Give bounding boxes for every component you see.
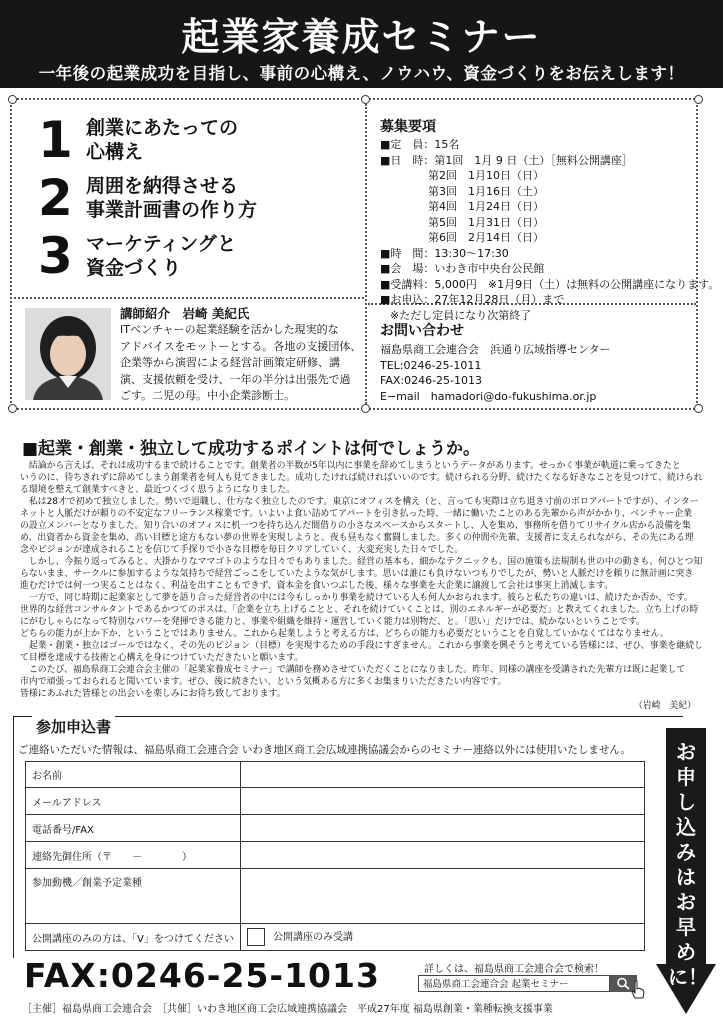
form-label: メールアドレス — [26, 788, 241, 815]
public-only-checkbox[interactable] — [247, 928, 265, 946]
point-line: 創業にあたっての — [86, 117, 239, 139]
recruit-capacity: ■定 員：15名 — [380, 138, 460, 151]
corner-hole-icon — [8, 95, 17, 104]
search-hint: 詳しくは、福島県商工会連合会で検索！ — [424, 964, 604, 975]
essay-line: 私は28才で初めて独立しました。勢いで退職し、仕方なく独立したのです。東京にオフィスを構え（と、言っても実際は立ち退き寸前のボロアパートですが）、インター — [20, 497, 699, 507]
essay-line: いうのに、待ちきれずに辞めてしまう創業者を何人も見てきました。成功したければ続ければいいのです。続けられる分野、続けたくなる好きなことを見つけて、続けられ — [20, 473, 703, 483]
bio-line: ITベンチャーの起業経験を活かした現実的な — [120, 323, 339, 336]
essay-body — [20, 460, 704, 712]
recruit-deadline: ■お申込：27年12月28日（月）まで — [380, 293, 565, 306]
lecturer-heading: 講師紹介 岩崎 美紀氏 — [120, 306, 250, 321]
public-only-cell — [241, 924, 645, 951]
fax-number: FAX:0246-25-1013 — [24, 956, 380, 995]
section-divider — [14, 297, 364, 299]
recruit-date: 第2回 1月10日（日） — [428, 169, 544, 182]
form-label: 参加動機／創業予定業種 — [26, 869, 241, 924]
form-row — [26, 842, 645, 869]
application-form — [25, 761, 645, 951]
point-text — [86, 116, 238, 164]
essay-line: て目標を達成する技術と心構えを身につけていただきたいと願います。 — [20, 653, 304, 663]
essay-line: 世界的な経営コンサルタントであるかつてのボスは、「企業を立ち上げることと、それを続けていくことは、別のエネルギーが必要だ」と教えてくれました。立ち上げの時 — [20, 605, 699, 615]
essay-line: どちらの能力が上か下か、ということではありません。これから起業しようと考える方は、どちらの能力も必要だということを自覚していかなくてはなりません。 — [20, 629, 669, 639]
point-text — [86, 232, 236, 280]
contact-details — [380, 342, 611, 404]
bio-line: ごす。二児の母。中小企業診断士。 — [120, 389, 296, 402]
point-number: 1 — [38, 111, 73, 169]
form-label: 連絡先御住所（〒 － ） — [26, 842, 241, 869]
public-only-label: 公開講座のみ受講 — [273, 932, 353, 943]
form-row — [26, 869, 645, 924]
essay-line: 一方で、同じ時期に起業家として夢を語り合った経営者の中には今もしっかり事業を続けている人も何人かおられます。彼らと私たちの違いは、続けたか否か、です。 — [20, 593, 693, 603]
form-row — [26, 815, 645, 842]
essay-line: 市内で頑張っておられると聞いています。ぜひ、後に続きたい、という気概ある方に多くお集まりいただきたい内容です。 — [20, 677, 507, 687]
essay-title: ■起業・創業・独立して成功するポイントは何でしょうか。 — [22, 439, 481, 459]
form-privacy-note: ご連絡いただいた情報は、福島県商工会連合会 いわき地区商工会広域連携協議会からのセミナー連絡以外には使用いたしません。 — [18, 744, 631, 756]
form-label: 公開講座のみの方は、「V」をつけてください — [26, 924, 241, 951]
corner-hole-icon — [8, 404, 17, 413]
search-box[interactable]: 福島県商工会連合会 起業セミナー — [418, 975, 610, 992]
bio-line: 企業等から演習による経営計画策定研修、講 — [120, 356, 340, 369]
recruit-date: 第4回 1月24日（日） — [428, 200, 544, 213]
cursor-hand-icon — [630, 980, 646, 1000]
contact-fax: FAX:0246-25-1013 — [380, 374, 483, 387]
page-title: 起業家養成セミナー — [181, 15, 542, 59]
name-field[interactable] — [241, 762, 645, 788]
essay-line: らないまま、サークルに参加するような気持ちで経営ごっこをしていたような気がします。思いは誰にも負けないつもりでしたが、勢いと人脈だけを頼りに無計画に突き — [20, 569, 694, 579]
corner-hole-icon — [694, 404, 703, 413]
bio-line: 演、支援依頼を受け、一年の半分は出張先で過 — [120, 372, 351, 386]
essay-line: このたび、福島県商工会連合会主催の「起業家養成セミナー」で講師を務めさせていただくことになりました。昨年、同様の講座を受講された先輩方は既に起業して — [20, 665, 686, 675]
corner-hole-icon — [694, 95, 703, 104]
column-divider — [365, 104, 367, 404]
point-line: 心構え — [86, 141, 144, 163]
bio-line: アドバイスをモットーとする。各地の支援団体、 — [120, 339, 362, 353]
point-line: 事業計画書の作り方 — [86, 199, 258, 221]
essay-line: 結論から言えば、それは成功するまで続けることです。創業者の半数が5年以内に事業を辞めてしまうというデータがあります。せっかく事業が軌道に乗ってきたと — [20, 461, 681, 471]
point-line: 周囲を納得させる — [86, 175, 239, 197]
essay-line: にがむしゃらになって特別なパワーを発揮できる能力と、事業や組織を維持・運営していく能力は別物だ、と。「思い」だけでは、続かないということです。 — [20, 617, 645, 627]
form-title: 参加申込書 — [32, 716, 115, 737]
essay-line: 皆様にあふれた皆様との出会いを楽しみにお待ち致しております。 — [20, 689, 286, 699]
essay-line: しかし、今振り返ってみると、大掛かりなママゴトのような日々でもありました。経営の基本も、細かなテクニックも、国の施策も法規制も世の中の動きも、何ひとつ知 — [20, 557, 703, 567]
essay-line: 念やビジョンが達成されることを信じて手探りで小さな目標を毎日クリアしていく、大変充実した日々でした。 — [20, 545, 464, 555]
recruit-time: ■時 間：13:30〜17:30 — [380, 246, 509, 260]
motivation-field[interactable] — [241, 869, 645, 924]
essay-line: る環境を整えて創業すべきと、最近つくづく思うようになりました。 — [20, 485, 295, 495]
contact-title: お問い合わせ — [380, 323, 464, 339]
footer-organizers: ［主催］福島県商工会連合会 ［共催］いわき地区商工会広域連携協議会 平成27年度 福島県創業・業種転換支援事業 — [22, 1004, 553, 1015]
recruit-date: ■日 時：第1回 1月 9 日（土）［無料公開講座］ — [380, 153, 633, 167]
recruit-date: 第6回 2月14日（日） — [428, 231, 544, 244]
recruit-fee: ■受講料：5,000円 ※1月9日（土）は無料の公開講座になります。 — [380, 277, 720, 291]
page-subtitle: 一年後の起業成功を目指し、事前の心構え、ノウハウ、資金づくりをお伝えします！ — [38, 64, 685, 83]
point-text — [86, 174, 257, 222]
form-label: お名前 — [26, 762, 241, 788]
point-number: 3 — [38, 227, 73, 285]
essay-line: ネットと人脈だけが頼りの不安定なフリーランス稼業です。いよいよ食い詰めてアパートを引き払った時、一緒に働いたことのある先輩から声がかかり、ベンチャー企業 — [20, 509, 693, 519]
cta-arrow-text: お申し込みはお早めに！ — [668, 740, 708, 989]
essay-line: 進むだけでは何一つ実ることはなく、利益を出すこともできず、資本金を食いつぶした後、様々な事業を大企業に譲渡して会社は事実上消滅します。 — [20, 581, 614, 591]
recruit-date: 第5回 1月31日（日） — [428, 215, 544, 229]
point-line: マーケティングと — [86, 233, 237, 255]
form-row — [26, 788, 645, 815]
contact-org: 福島県商工会連合会 浜通り広域指導センター — [380, 343, 611, 356]
essay-line: の設立メンバーとなりました。知り合いのオフィスに机一つを持ち込んだ間借りの小さなスペースからスタートし、人を集め、事務所を借りてリサイクル店から設備を集 — [20, 521, 691, 531]
point-line: 資金づくり — [86, 257, 182, 279]
address-field[interactable] — [241, 842, 645, 869]
contact-email: E−mail hamadori@do-fukushima.or.jp — [380, 389, 597, 403]
recruit-date: 第3回 1月16日（土） — [428, 184, 544, 198]
divider-hole-icon — [361, 404, 370, 413]
email-field[interactable] — [241, 788, 645, 815]
form-label: 電話番号/FAX — [26, 815, 241, 842]
essay-line: め、出資者から資金を集め、高い目標と途方もない夢の世界を実現しようと、夜も昼もなく奮闘しました。多くの仲間や先輩、支援者に支えられながら、その先にある理 — [20, 533, 694, 543]
lecturer-bio — [120, 322, 361, 405]
form-row — [26, 762, 645, 788]
lecturer-photo — [25, 308, 111, 400]
essay-line: 起業・創業・独立はゴールではなく、その先のビジョン（目標）を実現するための手段にすぎません。これから事業を興そうと考えている皆様には、ぜひ、事業を継続し — [20, 641, 704, 651]
recruit-venue: ■会 場：いわき市中央台公民館 — [380, 262, 545, 275]
recruit-deadline-note: ※ただし定員になり次第終了 — [390, 308, 532, 322]
recruit-title: 募集要項 — [380, 119, 436, 135]
recruit-details — [380, 137, 719, 323]
divider-hole-icon — [361, 95, 370, 104]
form-row — [26, 924, 645, 951]
essay-signature: （岩崎 美紀） — [633, 701, 696, 711]
phone-fax-field[interactable] — [241, 815, 645, 842]
point-number: 2 — [38, 169, 73, 227]
contact-tel: TEL:0246-25-1011 — [380, 358, 482, 372]
